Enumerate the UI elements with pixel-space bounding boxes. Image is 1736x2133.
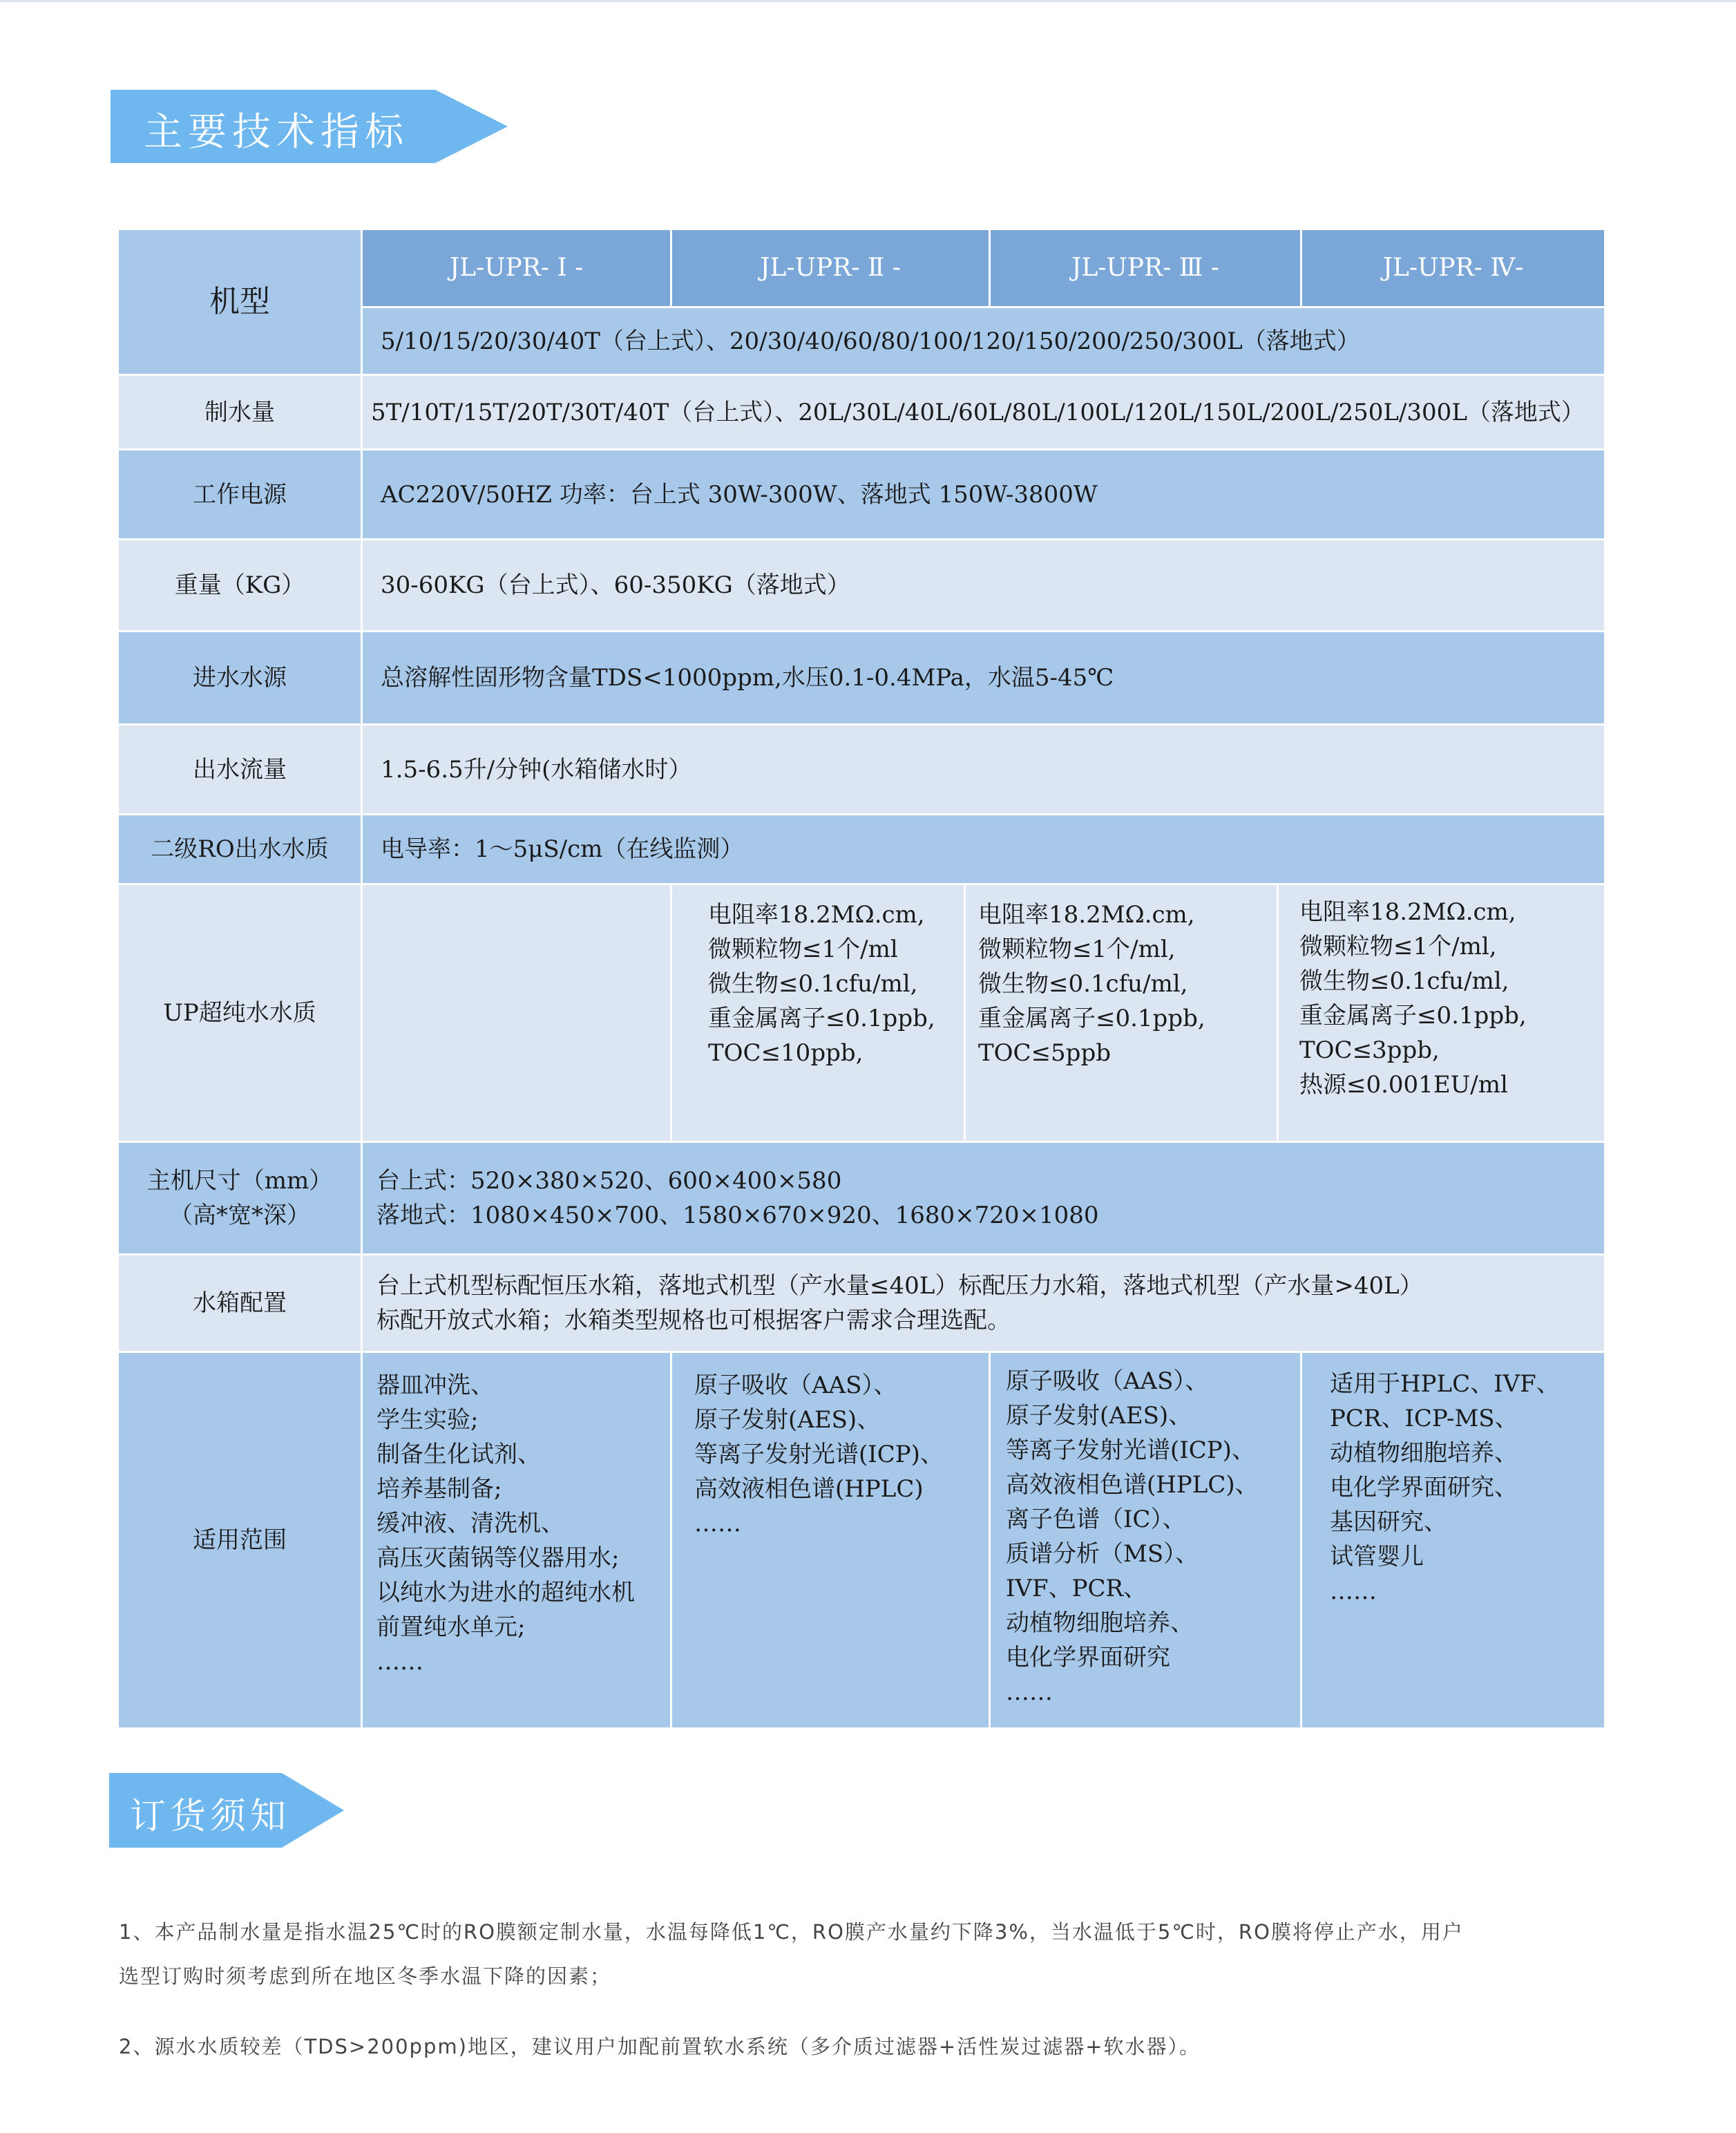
value-flow-rate: 1.5-6.5升/分钟(水箱储水时） — [363, 726, 1604, 813]
up2-line: 微颗粒物≤1个/ml — [708, 936, 898, 963]
label-power: 工作电源 — [119, 451, 361, 538]
scope-col3 — [991, 1353, 1300, 1727]
up3-line: 微颗粒物≤1个/ml, — [978, 936, 1176, 963]
note-2: 2、源水水质较差（TDS>200ppm)地区，建议用户加配前置软水系统（多介质过滤器+活性炭过滤器+软水器）。 — [119, 2035, 1201, 2058]
scope2-line: 原子吸收（AAS）、 — [694, 1372, 897, 1399]
up-quality-col4 — [1279, 885, 1604, 1141]
up2-line: TOC≤10ppb, — [708, 1039, 864, 1067]
model-header-4: JL-UPR- Ⅳ- — [1302, 230, 1604, 306]
value-tank-config — [363, 1255, 1604, 1351]
scope1-line: 缓冲液、清洗机、 — [376, 1510, 564, 1537]
scope4-line: 试管婴儿 — [1330, 1543, 1424, 1571]
scope1-line: 前置纯水单元; — [376, 1613, 526, 1641]
up4-line: TOC≤3ppb, — [1299, 1036, 1440, 1064]
scope1-line: 培养基制备; — [376, 1475, 502, 1503]
tank-line: 台上式机型标配恒压水箱，落地式机型（产水量≤40L）标配压力水箱，落地式机型（产水量>40L） — [376, 1272, 1423, 1300]
host-size-line: 落地式：1080×450×700、1580×670×920、1680×720×1080 — [376, 1202, 1099, 1229]
label-model: 机型 — [119, 230, 361, 374]
scope4-line: PCR、ICP-MS、 — [1330, 1405, 1518, 1432]
up4-line: 电阻率18.2MΩ.cm, — [1299, 898, 1516, 926]
scope-col4 — [1302, 1353, 1604, 1727]
scope4-line: 电化学界面研究、 — [1330, 1474, 1518, 1501]
model-capacity: 5/10/15/20/30/40T（台上式）、20/30/40/60/80/100/120/150/200/250/300L（落地式） — [363, 308, 1604, 374]
scope1-line: 学生实验; — [376, 1406, 479, 1434]
value-water-source: 总溶解性固形物含量TDS<1000ppm,水压0.1-0.4MPa，水温5-45℃ — [363, 632, 1604, 723]
up4-line: 微颗粒物≤1个/ml, — [1299, 933, 1497, 960]
value-weight: 30-60KG（台上式）、60-350KG（落地式） — [363, 540, 1604, 630]
scope3-line: 电化学界面研究 — [1006, 1644, 1170, 1671]
up-quality-col1 — [363, 885, 670, 1141]
section-banner-order — [109, 1773, 344, 1848]
scope2-line: 等离子发射光谱(ICP)、 — [694, 1441, 944, 1468]
host-size-label-line: 主机尺寸（mm） — [146, 1167, 333, 1195]
up3-line: 微生物≤0.1cfu/ml, — [978, 970, 1188, 998]
scope4-line: 基因研究、 — [1330, 1508, 1447, 1536]
up3-line: TOC≤5ppb — [978, 1039, 1111, 1067]
host-size-label-line: （高*宽*深） — [169, 1202, 310, 1229]
scope3-line: …… — [1006, 1678, 1053, 1706]
section-banner-specs — [111, 90, 508, 163]
scope3-line: 离子色谱（IC）、 — [1006, 1506, 1186, 1533]
scope2-line: 高效液相色谱(HPLC) — [694, 1475, 924, 1503]
scope1-line: 器皿冲洗、 — [376, 1372, 494, 1399]
scope4-line: 适用于HPLC、IVF、 — [1330, 1370, 1560, 1398]
up-quality-col3 — [966, 885, 1277, 1141]
scope-col2 — [672, 1353, 989, 1727]
top-border — [0, 0, 1736, 2]
scope1-line: 制备生化试剂、 — [376, 1441, 541, 1468]
scope3-line: 动植物细胞培养、 — [1006, 1609, 1194, 1637]
value-water-output: 5T/10T/15T/20T/30T/40T（台上式）、20L/30L/40L/60L/80L/100L/120L/150L/200L/250L/300L（落地式） — [363, 376, 1604, 448]
label-tank-config: 水箱配置 — [119, 1255, 361, 1351]
up4-line: 热源≤0.001EU/ml — [1299, 1071, 1508, 1099]
scope3-line: 等离子发射光谱(ICP)、 — [1006, 1437, 1255, 1464]
up4-line: 微生物≤0.1cfu/ml, — [1299, 967, 1509, 995]
scope3-line: 高效液相色谱(HPLC)、 — [1006, 1471, 1259, 1499]
scope2-line: 原子发射(AES)、 — [694, 1406, 881, 1434]
scope1-line: 高压灭菌锅等仪器用水; — [376, 1544, 620, 1572]
value-ro-quality: 电导率：1～5μS/cm（在线监测） — [363, 815, 1604, 883]
up2-line: 重金属离子≤0.1ppb, — [708, 1005, 935, 1032]
label-water-source: 进水水源 — [119, 632, 361, 723]
host-size-line: 台上式：520×380×520、600×400×580 — [376, 1167, 842, 1195]
label-ro-quality: 二级RO出水水质 — [119, 815, 361, 883]
value-host-size — [363, 1143, 1604, 1253]
up2-line: 微生物≤0.1cfu/ml, — [708, 970, 918, 998]
up3-line: 电阻率18.2MΩ.cm, — [978, 901, 1195, 929]
scope-col1 — [363, 1353, 670, 1727]
model-header-1: JL-UPR- Ⅰ - — [363, 230, 670, 306]
label-scope: 适用范围 — [119, 1353, 361, 1727]
up4-line: 重金属离子≤0.1ppb, — [1299, 1002, 1527, 1030]
note-1-line-1: 1、本产品制水量是指水温25℃时的RO膜额定制水量，水温每降低1℃，RO膜产水量约下降3%，当水温低于5℃时，RO膜将停止产水，用户 — [119, 1920, 1464, 1944]
section-title-specs: 主要技术指标 — [144, 110, 409, 155]
scope4-line: …… — [1330, 1577, 1377, 1605]
scope3-line: 原子发射(AES)、 — [1006, 1402, 1192, 1430]
section-title-order: 订货须知 — [130, 1796, 291, 1837]
scope1-line: …… — [376, 1648, 423, 1676]
label-water-output: 制水量 — [119, 376, 361, 448]
scope2-line: …… — [694, 1510, 741, 1537]
label-weight: 重量（KG） — [119, 540, 361, 630]
scope1-line: 以纯水为进水的超纯水机 — [376, 1579, 635, 1606]
label-flow-rate: 出水流量 — [119, 726, 361, 813]
model-header-2: JL-UPR- Ⅱ - — [672, 230, 989, 306]
up3-line: 重金属离子≤0.1ppb, — [978, 1005, 1205, 1032]
scope4-line: 动植物细胞培养、 — [1330, 1439, 1518, 1467]
up2-line: 电阻率18.2MΩ.cm, — [708, 901, 925, 929]
tank-line: 标配开放式水箱；水箱类型规格也可根据客户需求合理选配。 — [376, 1307, 1011, 1334]
scope3-line: 质谱分析（MS）、 — [1006, 1540, 1199, 1568]
label-host-size — [119, 1143, 361, 1253]
label-up-quality: UP超纯水水质 — [119, 885, 361, 1141]
note-1-line-2: 选型订购时须考虑到所在地区冬季水温下降的因素； — [119, 1964, 612, 1988]
scope3-line: 原子吸收（AAS）、 — [1006, 1367, 1209, 1395]
scope3-line: IVF、PCR、 — [1006, 1575, 1147, 1602]
up-quality-col2 — [672, 885, 964, 1141]
model-header-3: JL-UPR- Ⅲ - — [991, 230, 1300, 306]
spec-table — [119, 230, 1604, 1727]
value-power: AC220V/50HZ 功率：台上式 30W-300W、落地式 150W-3800W — [363, 451, 1604, 538]
